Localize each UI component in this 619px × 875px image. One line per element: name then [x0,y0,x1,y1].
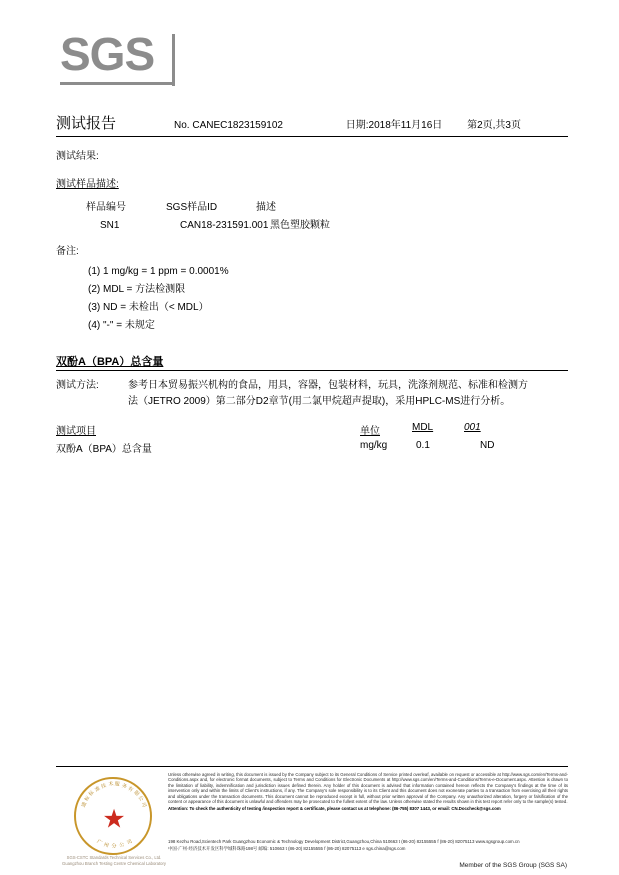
footer-alert-text: Attention: To check the authenticity of testing /inspection report & certificate, please contact us at telephone: (86-755) 8307 1443, or email: CN.Doccheck@sgs.com [168,806,501,812]
sample-id-value: CAN18-231591.001 [180,220,269,231]
seal-caption [62,855,166,867]
seal-arc-text: 通 标 标 准 技 术 服 务 有 限 公 司 广 州 分 公 司 [80,781,148,850]
report-date-label: 日期: [345,120,369,131]
page-title: 测试报告 [56,115,117,132]
table-row [86,216,506,231]
page-number: 第2页,共3页 [467,120,521,131]
notes-label: 备注: [56,246,79,257]
sgs-logo-text: SGS [60,28,155,80]
report-date-value: 2018年11月16日 [368,120,443,131]
sample-col-no: 样品编号 [86,202,126,213]
footer-address-cn-tail: 邮编: 510663 t (86-20) 82155555 f (86-20) 82075113 e sgs.china@sgs.com [258,846,406,851]
seal-caption-line-2: Guangzhou Branch Testing Centre Chemical Laboratory [62,861,166,866]
footer-address-en: 198 Kezhu Road,Scientech Park Guangzhou Economic & Technology Development District,Guangzhou,China 510663 t (86-20) 82155555 f (86-20) 82075113 www.sgsgroup.com.cn [168,839,520,844]
sample-desc-value: 黑色塑胶颗粒 [270,220,330,231]
footer-disclaimer [168,772,568,812]
star-icon: ★ [102,803,126,834]
section-divider [56,370,568,371]
section-title-bpa: 双酚A（BPA）总含量 [56,356,164,368]
result-item-mdl: 0.1 [416,440,430,451]
method-label: 测试方法: [56,380,99,391]
footer-disclaimer-text: Unless otherwise agreed in writing, this document is issued by the Company subject to its General Conditions of Service printed overleaf, available on request or accessible at http://www.sgs.com/en/Terms-and-Conditions.aspx and, for electronic format documents, subject to Terms and Conditions for Electronic Documents at http://www.sgs.com/en/Terms-and-Conditions/Terms-e-Document.aspx. Attention is drawn to the limitation of liability, indemnification and jurisdiction issues defined therein. Any holder of this document is advised that information contained hereon reflects the Company's findings at the time of its intervention only and within the limits of Client's instructions, if any. The Company's sole responsibility is to its Client and this document does not exonerate parties to a transaction from exercising all their rights and obligations under the transaction documents. This document cannot be reproduced except in full, without prior written approval of the Company. Any unauthorized alteration, forgery or falsification of the content or appearance of this document is unlawful and offenders may be prosecuted to the fullest extent of the law. Unless otherwise stated the results shown in this test report refer only to the sample(s) tested. [168,772,568,805]
footer-address [168,838,568,852]
result-col-unit: 单位 [360,426,380,437]
sample-no-value: SN1 [100,220,120,231]
company-seal [62,775,166,865]
footer-address-cn-main: 中国·广州·经济技术开发区科学城科珠路198号 [168,846,258,851]
header-divider [56,136,568,137]
result-item-name: 双酚A（BPA）总含量 [56,444,152,455]
footer-divider [56,766,568,767]
note-item-2: (2) MDL = 方法检测限 [88,284,186,295]
report-header [56,112,568,133]
footer-address-cn [168,845,568,852]
result-item-unit: mg/kg [360,440,388,451]
sample-col-desc: 描述 [256,202,276,213]
report-meta [174,116,521,131]
method-line-2: 法（JETRO 2009）第二部分D2章节(用二氯甲烷超声提取)，采用HPLC-MS进行分析。 [128,396,511,407]
logo-underline [60,82,172,85]
sample-col-id: SGS样品ID [166,202,218,213]
report-no-label: No. [174,120,190,131]
sgs-logo [60,30,180,88]
sample-table-header [86,198,506,213]
note-item-1: (1) 1 mg/kg = 1 ppm = 0.0001% [88,266,229,277]
result-col-item: 测试项目 [56,426,96,437]
sample-desc-label: 测试样品描述: [56,179,119,190]
note-item-3: (3) ND = 未检出（< MDL） [88,302,209,313]
result-item-value: ND [480,440,495,451]
footer-member: Member of the SGS Group (SGS SA) [459,862,567,869]
result-col-sample: 001 [464,422,481,433]
result-col-mdl: MDL [412,422,434,433]
method-line-1: 参考日本贸易振兴机构的食品，用具，容器，包装材料，玩具，洗涤剂规范、标准和检测方 [128,380,528,391]
results-label: 测试结果: [56,151,99,162]
note-item-4: (4) "-" = 未规定 [88,320,155,331]
logo-vertical-rule [172,34,175,86]
report-no-value: CANEC1823159102 [192,120,283,131]
seal-caption-line-1: SGS-CSTC Standards Technical Services Co., Ltd. [66,855,162,860]
